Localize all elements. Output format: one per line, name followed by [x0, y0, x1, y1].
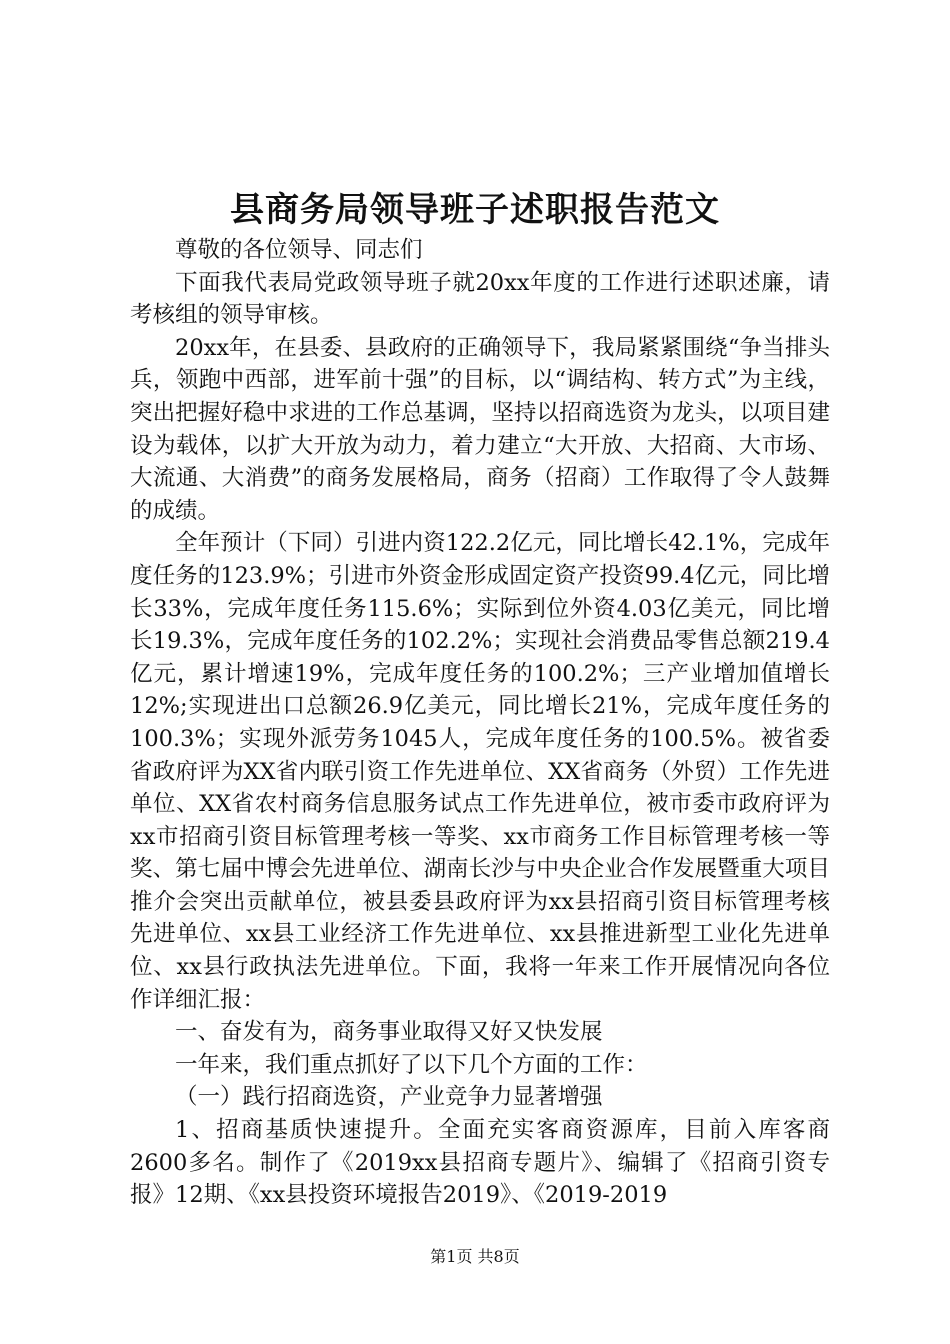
- paragraph-overview: 20xx年，在县委、县政府的正确领导下，我局紧紧围绕“争当排头兵，领跑中西部，进军前十强”的目标，以“调结构、转方式”为主线，突出把握好稳中求进的工作总基调，坚持以招商选资为龙头，以项目建设为载体，以扩大开放为动力，着力建立“大开放、大招商、大市场、大流通、大消费”的商务发展格局，商务（招商）工作取得了令人鼓舞的成绩。: [130, 334, 830, 524]
- paragraph-achievements: 全年预计（下同）引进内资122.2亿元，同比增长42.1%，完成年度任务的123.9%；引进市外资金形成固定资产投资99.4亿元，同比增长33%，完成年度任务115.6%；实际到位外资4.03亿美元，同比增长19.3%，完成年度任务的102.2%；实现社会消费品零售总额219.4亿元，累计增速19%，完成年度任务的100.2%；三产业增加值增长12%;实现进出口总额26.9亿美元，同比增长21%，完成年度任务的100.3%；实现外派劳务1045人，完成年度任务的100.5%。被省委省政府评为XX省内联引资工作先进单位、XX省商务（外贸）工作先进单位、XX省农村商务信息服务试点工作先进单位，被市委市政府评为xx市招商引资目标管理考核一等奖、xx市商务工作目标管理考核一等奖、第七届中博会先进单位、湖南长沙与中央企业合作发展暨重大项目推介会突出贡献单位，被县委县政府评为xx县招商引资目标管理考核先进单位、xx县工业经济工作先进单位、xx县推进新型工业化先进单位、xx县行政执法先进单位。下面，我将一年来工作开展情况向各位作详细汇报：: [130, 530, 830, 1013]
- paragraph-intro: 下面我代表局党政领导班子就20xx年度的工作进行述职述廉，请考核组的领导审核。: [130, 269, 830, 329]
- section-heading-1: 一、奋发有为，商务事业取得又好又快发展: [175, 1019, 603, 1046]
- subsection-heading-1: （一）践行招商选资，产业竞争力显著增强: [175, 1084, 603, 1111]
- paragraph-item-1: 1、招商基质快速提升。全面充实客商资源库，目前入库客商2600多名。制作了《2019xx县招商专题片》、编辑了《招商引资专报》12期、《xx县投资环境报告2019》、《2019-2019: [130, 1117, 830, 1209]
- paragraph-transition: 一年来，我们重点抓好了以下几个方面的工作：: [175, 1051, 648, 1078]
- document-body: [130, 234, 830, 1212]
- document-title: 县商务局领导班子述职报告范文: [230, 190, 720, 230]
- page-number-footer: 第1页 共8页: [430, 1247, 520, 1266]
- paragraph-salutation: 尊敬的各位领导、同志们: [175, 237, 423, 263]
